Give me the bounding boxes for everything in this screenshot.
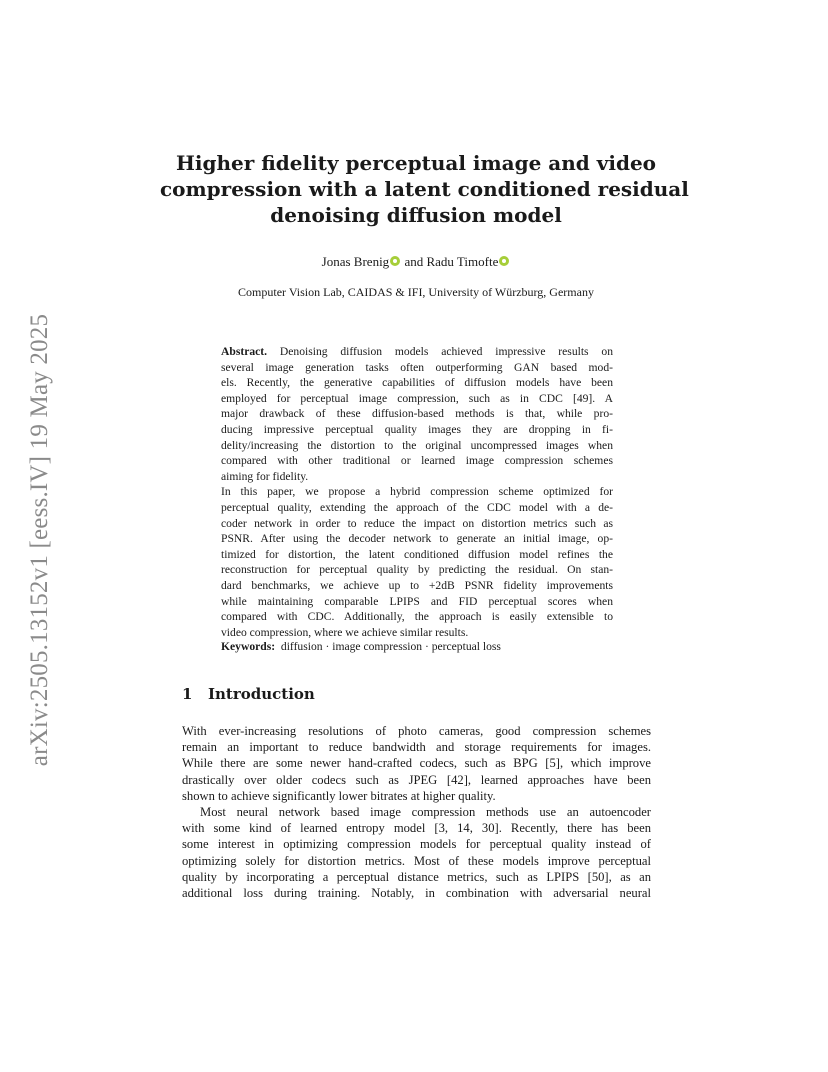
abstract-line: reconstruction for perceptual quality by predicting the residual. On stan- [221,563,613,577]
author-connector: and [401,254,427,269]
keywords-text: diffusion · image compression · perceptual loss [280,640,501,653]
abstract-line: delity/increasing the distortion to the original uncompressed images when [221,438,613,452]
title-line: denoising diffusion model [270,203,562,227]
section-title: Introduction [208,685,315,703]
intro-line: shown to achieve significantly lower bitrates at higher quality. [182,788,496,803]
abstract-line: employed for perceptual image compression, such as in CDC [49]. A [221,391,613,405]
paper-title [160,150,689,228]
abstract-line: compared with other traditional or learned image compression schemes [221,454,613,468]
intro-line: remain an important to reduce bandwidth and storage requirements for images. [182,740,651,755]
intro-line: with some kind of learned entropy model [3, 14, 30]. Recently, there has been [182,821,651,836]
orcid-icon[interactable] [390,256,400,266]
title-line: Higher fidelity perceptual image and video [175,151,657,175]
abstract-line [221,344,613,360]
intro-line: optimizing solely for distortion metrics. Most of these models improve perceptual [182,853,651,868]
affiliation: Computer Vision Lab, CAIDAS & IFI, University of Würzburg, Germany [238,285,594,299]
abstract-line: timized for distortion, the latent conditioned diffusion model refines the [221,547,613,561]
intro-body [182,723,651,901]
intro-line: Most neural network based image compression methods use an autoencoder [200,805,651,820]
intro-line: additional loss during training. Notably, in combination with adversarial neural [182,886,651,901]
abstract-line: aiming for fidelity. [221,469,309,483]
intro-line: With ever-increasing resolutions of photo cameras, good compression schemes [182,724,651,738]
keywords [221,640,613,653]
intro-line: While there are some newer hand-crafted codecs, such as BPG [5], which improve [182,756,651,771]
section-heading [182,685,315,703]
abstract-line: several image generation tasks often outperforming GAN based mod- [221,360,613,374]
abstract-line: major drawback of these diffusion-based methods is that, while pro- [221,407,613,421]
abstract-text: Denoising diffusion models achieved impressive results on [279,345,613,358]
author-name: Jonas Brenig [321,254,390,269]
section-number: 1 [182,685,193,703]
abstract-line: while maintaining comparable LPIPS and FID perceptual scores when [221,594,613,608]
intro-line: drastically over older codecs such as JPEG [42], learned approaches have been [182,772,651,787]
abstract-line: coder network in order to reduce the impact on distortion metrics such as [221,516,613,530]
abstract-line: ducing impressive perceptual quality images they are dropping in fi- [221,422,613,436]
abstract-line: dard benchmarks, we achieve up to +2dB PSNR fidelity improvements [221,578,613,592]
abstract-line: In this paper, we propose a hybrid compression scheme optimized for [221,485,613,499]
abstract [221,344,613,640]
authors [160,254,672,270]
abstract-line: PSNR. After using the decoder network to generate an initial image, op- [221,532,613,546]
title-line: compression with a latent conditioned residual [160,177,689,201]
keywords-label: Keywords: [221,640,276,653]
arxiv-stamp [22,290,58,790]
abstract-line: compared with CDC. Additionally, the approach is easily extensible to [221,610,613,624]
abstract-line: els. Recently, the generative capabilities of diffusion models have been [221,376,613,390]
abstract-line: video compression, where we achieve similar results. [221,625,469,639]
intro-line: quality by incorporating a perceptual distance metrics, such as LPIPS [50], as an [182,869,651,884]
orcid-icon[interactable] [499,256,509,266]
abstract-line: perceptual quality, extending the approach of the CDC model with a de- [221,500,613,514]
intro-line: some interest in optimizing compression models for perceptual quality instead of [182,837,651,852]
arxiv-stamp-text: arXiv:2505.13152v1 [eess.IV] 19 May 2025 [26,313,53,767]
author-name: Radu Timofte [426,254,499,269]
abstract-label: Abstract. [221,345,268,358]
